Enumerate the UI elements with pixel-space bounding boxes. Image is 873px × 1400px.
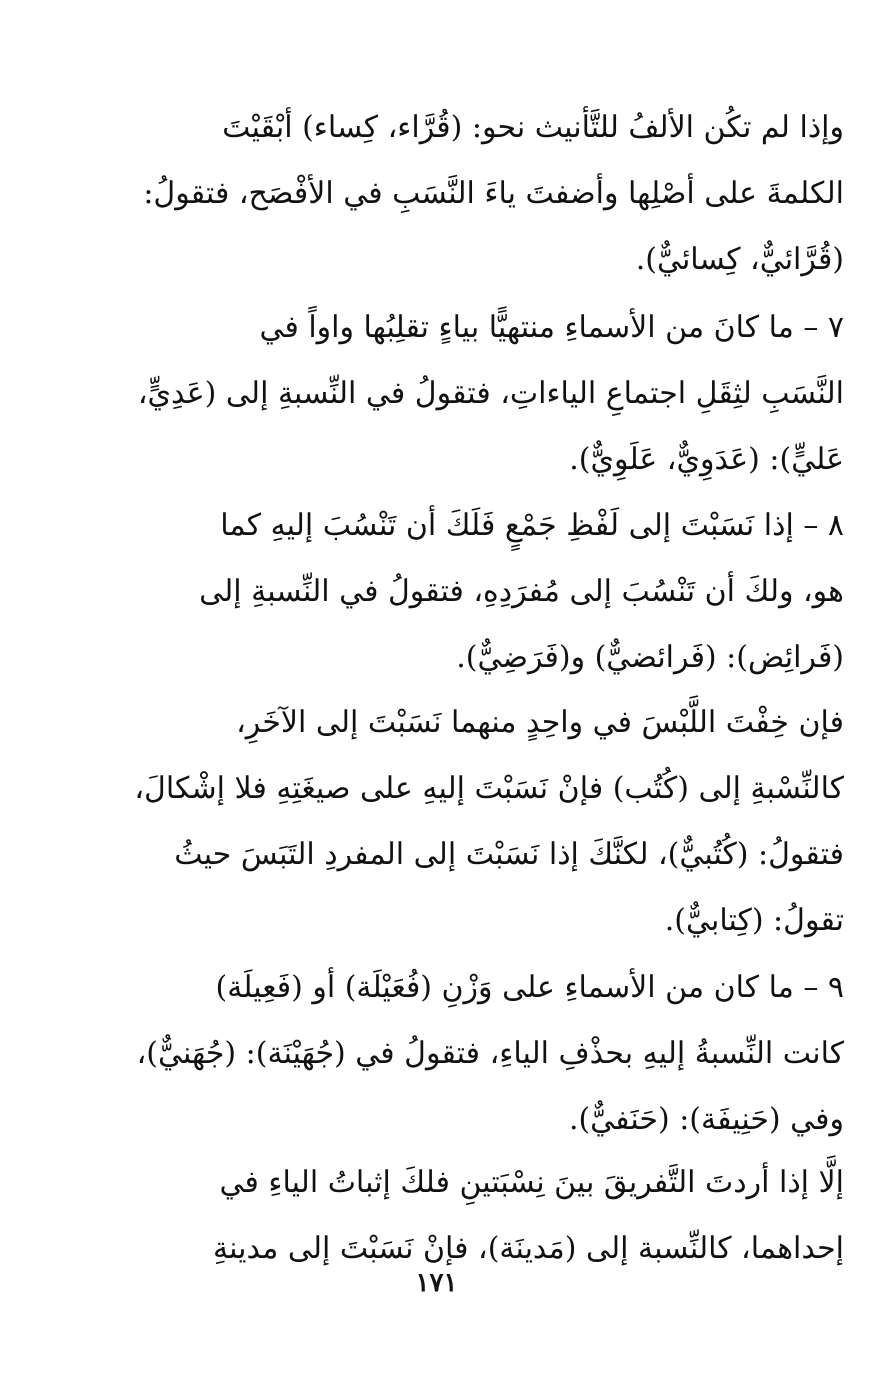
paragraph-ambiguity xyxy=(92,690,844,954)
text-line: (فَرائِض): (فَرائضيٌّ) و(فَرَضِيٌّ). xyxy=(456,640,844,675)
text-line: فتقولُ: (كُتُبيٌّ)، لكنَّكَ إذا نَسَبْتَ إلى المفردِ التَبَسَ حيثُ xyxy=(174,837,844,872)
paragraph-feminine-alif xyxy=(92,95,844,293)
text-line: ٨ – إذا نَسَبْتَ إلى لَفْظِ جَمْعٍ فَلَكَ أن تَنْسُبَ إليهِ كما xyxy=(220,508,844,543)
text-line: وفي (حَنِيفَة): (حَنَفيٌّ). xyxy=(568,1102,844,1137)
text-line: كالنِّسْبةِ إلى (كُتُب) فإنْ نَسَبْتَ إليهِ على صيغَتِهِ فلا إشْكالَ، xyxy=(134,771,844,806)
text-line: (قُرَّائيٌّ، كِسائيٌّ). xyxy=(635,242,844,277)
text-line: كانت النِّسبةُ إليهِ بحذْفِ الياءِ، فتقولُ في (جُهَيْنَة): (جُهَنيٌّ)، xyxy=(136,1036,844,1071)
text-line: فإن خِفْتَ اللَّبْسَ في واحِدٍ منهما نَسَبْتَ إلى الآخَرِ، xyxy=(236,705,844,740)
text-line: ٩ – ما كان من الأسماءِ على وَزْنِ (فُعَيْلَة) أو (فَعِيلَة) xyxy=(215,970,844,1005)
text-line: عَليٍّ): (عَدَوِيٌّ، عَلَوِيٌّ). xyxy=(569,442,844,477)
paragraph-exception xyxy=(92,1150,844,1282)
text-line: إلَّا إذا أردتَ التَّفريقَ بينَ نِسْبَتينِ فلكَ إثباتُ الياءِ في xyxy=(219,1165,844,1200)
paragraph-rule-8 xyxy=(92,493,844,691)
page-number: ١٧١ xyxy=(415,1268,458,1298)
paragraph-rule-9 xyxy=(92,955,844,1153)
text-line: تقولُ: (كِتابيٌّ). xyxy=(664,903,844,938)
text-line: ٧ – ما كانَ من الأسماءِ منتهيًّا بياءٍ تقلِبُها واواً في xyxy=(259,310,844,345)
text-line: إحداهما، كالنِّسبة إلى (مَدينَة)، فإنْ نَسَبْتَ إلى مدينةِ xyxy=(212,1231,844,1266)
text-line: وإذا لم تكُن الألفُ للتَّأنيث نحو: (قُرَّاء، كِساء) أبْقَيْتَ xyxy=(222,110,844,145)
text-line: هو، ولكَ أن تَنْسُبَ إلى مُفرَدِهِ، فتقولُ في النِّسبةِ إلى xyxy=(199,574,844,609)
paragraph-rule-7 xyxy=(92,295,844,493)
text-line: النَّسَبِ لثِقَلِ اجتماعِ الياءاتِ، فتقولُ في النِّسبةِ إلى (عَدِيٍّ، xyxy=(137,376,844,411)
text-line: الكلمةَ على أصْلِها وأضفتَ ياءَ النَّسَبِ في الأفْصَح، فتقولُ: xyxy=(143,176,844,211)
